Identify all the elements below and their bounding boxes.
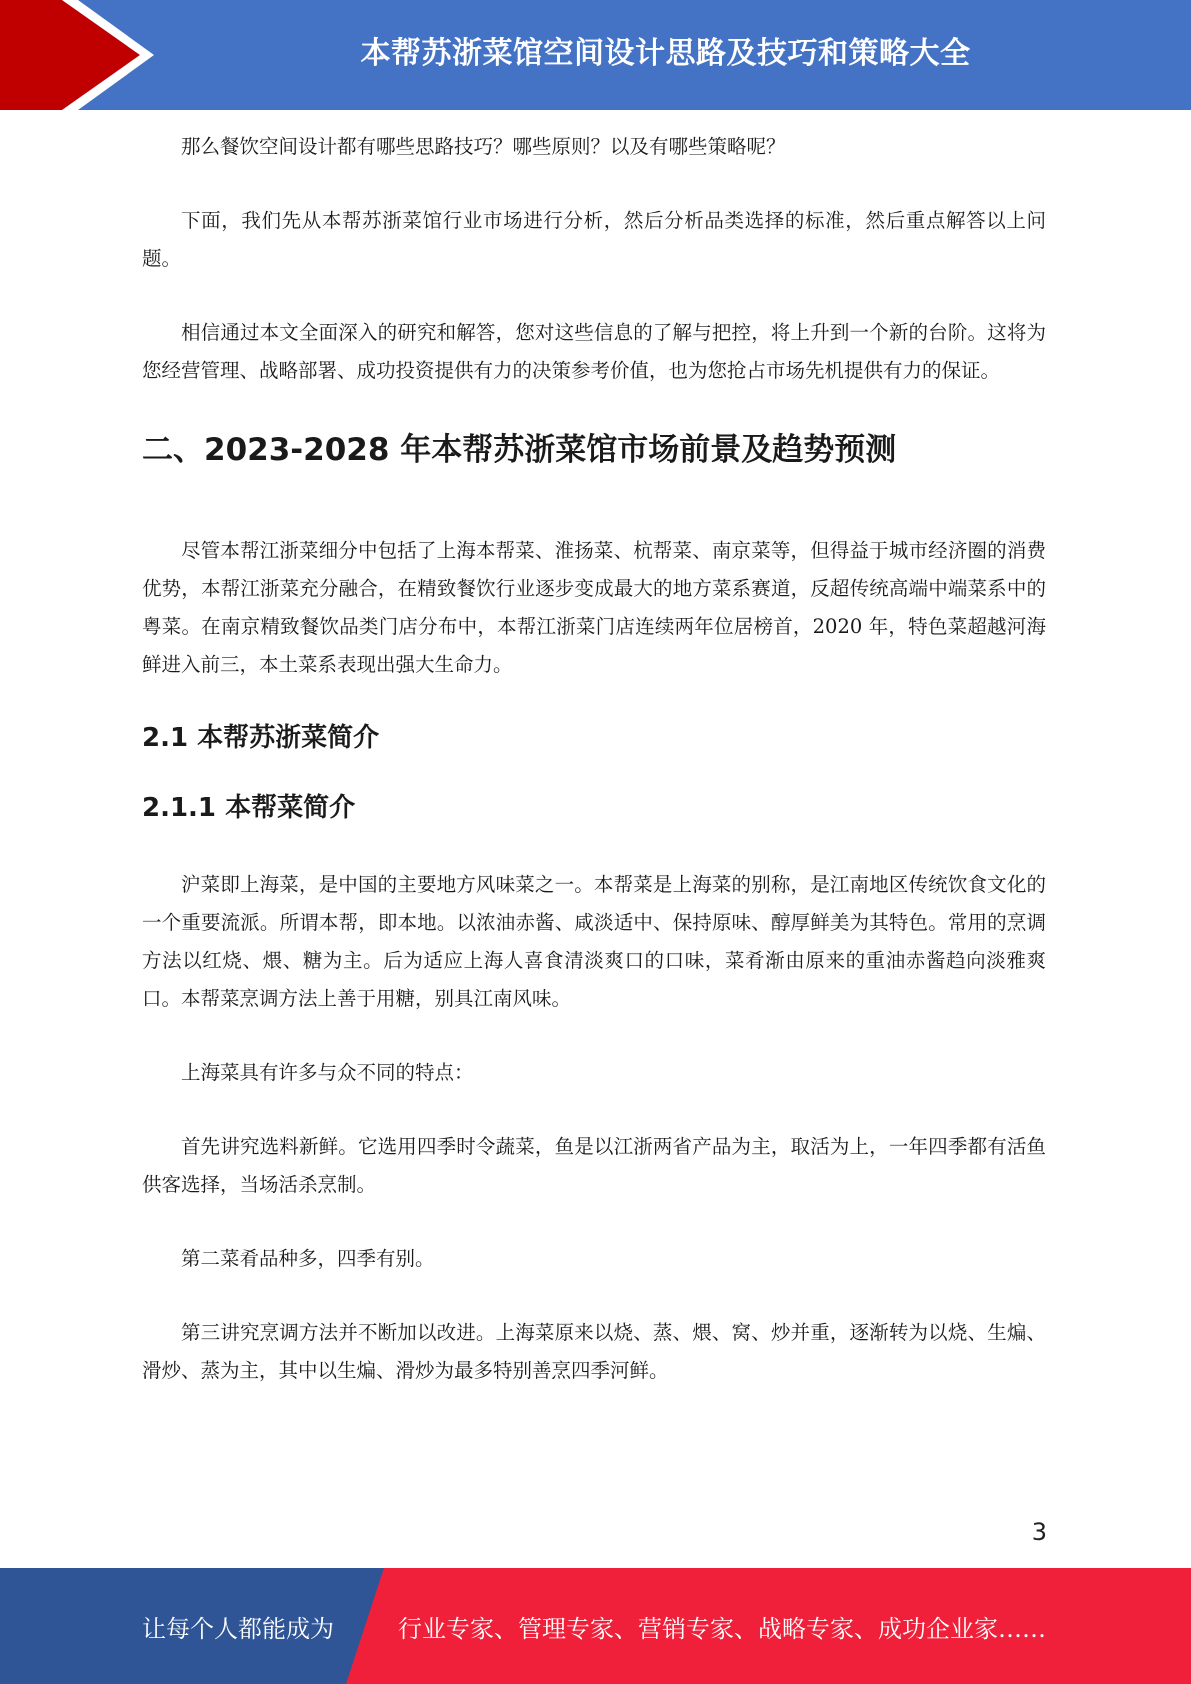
intro-paragraph-1: 那么餐饮空间设计都有哪些思路技巧？哪些原则？以及有哪些策略呢？	[181, 135, 786, 158]
detail-paragraph-3: 首先讲究选料新鲜。它选用四季时令蔬菜，鱼是以江浙两省产品为主，取活为上，一年四季都有活鱼供客选择，当场活杀烹制。	[142, 1135, 1046, 1196]
intro-paragraph-2: 下面，我们先从本帮苏浙菜馆行业市场进行分析，然后分析品类选择的标准，然后重点解答以上问题。	[142, 209, 1046, 270]
subsubsection-title: 2.1.1 本帮菜简介	[142, 793, 356, 823]
page-number: 3	[1031, 1518, 1047, 1546]
page-header	[0, 0, 1191, 110]
section-title: 二、2023-2028 年本帮苏浙菜馆市场前景及趋势预测	[142, 432, 897, 468]
detail-paragraph-1: 沪菜即上海菜，是中国的主要地方风味菜之一。本帮菜是上海菜的别称，是江南地区传统饮食文化的一个重要流派。所谓本帮，即本地。以浓油赤酱、咸淡适中、保持原味、醇厚鲜美为其特色。常用的烹调方法以红烧、煨、糖为主。后为适应上海人喜食清淡爽口的口味，菜肴渐由原来的重油赤酱趋向淡雅爽口。本帮菜烹调方法上善于用糖，别具江南风味。	[142, 873, 1046, 1010]
footer-slogan-right: 行业专家、管理专家、营销专家、战略专家、成功企业家……	[398, 1614, 1046, 1643]
section-paragraph: 尽管本帮江浙菜细分中包括了上海本帮菜、淮扬菜、杭帮菜、南京菜等，但得益于城市经济圈的消费优势，本帮江浙菜充分融合，在精致餐饮行业逐步变成最大的地方菜系赛道，反超传统高端中端菜系中的粤菜。在南京精致餐饮品类门店分布中，本帮江浙菜门店连续两年位居榜首，2020 年，特色菜超越河海鲜进入前三，本土菜系表现出强大生命力。	[142, 539, 1046, 676]
header-title: 本帮苏浙菜馆空间设计思路及技巧和策略大全	[360, 36, 971, 71]
document-body	[142, 128, 1046, 1426]
detail-paragraph-5: 第三讲究烹调方法并不断加以改进。上海菜原来以烧、蒸、煨、窝、炒并重，逐渐转为以烧、生煸、滑炒、蒸为主，其中以生煸、滑炒为最多特别善烹四季河鲜。	[142, 1321, 1046, 1382]
intro-paragraph-3: 相信通过本文全面深入的研究和解答，您对这些信息的了解与把控，将上升到一个新的台阶。这将为您经营管理、战略部署、成功投资提供有力的决策参考价值，也为您抢占市场先机提供有力的保证。	[142, 321, 1046, 382]
subsection-title: 2.1 本帮苏浙菜简介	[142, 723, 380, 753]
detail-paragraph-4: 第二菜肴品种多，四季有别。	[181, 1247, 435, 1270]
detail-paragraph-2: 上海菜具有许多与众不同的特点：	[181, 1061, 474, 1084]
chevron-arrow-icon	[0, 0, 160, 110]
page-footer	[0, 1568, 1191, 1684]
footer-slogan-left: 让每个人都能成为	[142, 1614, 334, 1643]
